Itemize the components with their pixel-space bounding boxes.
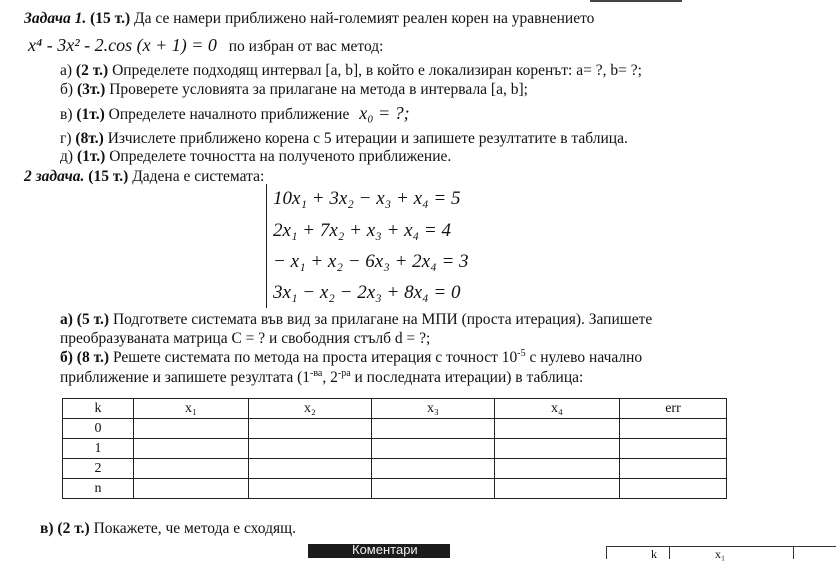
cell <box>134 459 249 479</box>
header-k: k <box>63 399 134 419</box>
cell <box>249 459 372 479</box>
task1-item-e <box>60 148 451 166</box>
task2-part-c <box>40 520 296 538</box>
task1-text: Да се намери приближено най-големият реален корен на уравнението <box>134 10 595 27</box>
part-b-line2-a: приближение и запишете резултата (1 <box>60 369 310 386</box>
part-b-points: б) (8 т.) <box>60 349 110 366</box>
row-k: 1 <box>63 439 134 459</box>
part-b-text: Решете системата по метода на проста итерация с точност 10 <box>112 349 518 366</box>
task1-method-note: по избран от вас метод: <box>228 38 384 55</box>
cell <box>495 439 620 459</box>
header-x3: x₃ <box>372 399 495 419</box>
part-a-text: Подгответе системата във вид за прилагане на МПИ (проста итерация). Запишете <box>112 311 653 328</box>
item-text: Определете точността на полученото приближение. <box>109 148 452 165</box>
task2-part-b-line2 <box>60 369 583 387</box>
task2-text: Дадена е системата: <box>132 168 265 185</box>
item-text: Проверете условията за прилагане на метода в интервала [a, b]; <box>109 81 528 98</box>
item-text: Изчислете приближено корена с 5 итерации и запишете резултатите в таблица. <box>107 130 628 147</box>
item-letter: д) <box>60 148 74 165</box>
part-b-sup1: -ва <box>310 367 323 379</box>
task1-equation: x⁴ - 3x² - 2.cos (x + 1) = 0 <box>28 35 217 55</box>
mini-divider <box>669 547 670 559</box>
comments-label: Коментари <box>352 542 418 557</box>
task1-equation-line <box>28 36 384 56</box>
cell <box>372 479 495 499</box>
cell <box>372 439 495 459</box>
table-row <box>63 479 727 499</box>
task1-header <box>24 10 594 28</box>
task1-item-d <box>60 130 628 148</box>
equation-system <box>266 184 507 308</box>
cell <box>620 479 727 499</box>
cell <box>620 419 727 439</box>
task2-header <box>24 168 264 186</box>
item-formula: x₀ = ?; <box>359 103 410 123</box>
header-err: err <box>620 399 727 419</box>
table-row <box>63 419 727 439</box>
item-text: Определете подходящ интервал [a, b], в който е локализиран коренът: a= ?, b= ?; <box>112 62 642 79</box>
item-letter: а) <box>60 62 73 79</box>
cell <box>620 459 727 479</box>
system-equation-4: 3x₁ − x₂ − 2x₃ + 8x₄ = 0 <box>273 282 461 303</box>
cell <box>249 419 372 439</box>
part-c-points: в) (2 т.) <box>40 520 90 537</box>
system-equation-2: 2x₁ + 7x₂ + x₃ + x₄ = 4 <box>273 220 451 241</box>
item-points: (3т.) <box>76 81 106 98</box>
cell <box>134 419 249 439</box>
task1-item-c <box>60 104 410 124</box>
item-letter: б) <box>60 81 74 98</box>
part-b-sup2: -ра <box>337 367 351 379</box>
part-c-text: Покажете, че метода е сходящ. <box>93 520 296 537</box>
header-x1: x₁ <box>134 399 249 419</box>
item-points: (1т.) <box>76 106 105 123</box>
comments-button[interactable] <box>308 544 450 558</box>
row-k: 2 <box>63 459 134 479</box>
task1-points: (15 т.) <box>90 10 131 27</box>
cell <box>249 479 372 499</box>
part-b-line2-b: , 2 <box>322 369 338 386</box>
header-x4: x₄ <box>495 399 620 419</box>
header-x2: x₂ <box>249 399 372 419</box>
row-k: 0 <box>63 419 134 439</box>
cell <box>134 479 249 499</box>
precision-exponent: -5 <box>517 347 526 359</box>
item-text: Определете началното приближение <box>108 106 350 123</box>
part-b-text-end: с нулево начално <box>525 349 643 366</box>
iteration-table <box>62 398 727 499</box>
part-b-line2-c: и последната итерации) в таблица: <box>350 369 584 386</box>
task2-title: 2 задача. <box>24 168 85 185</box>
mini-divider <box>793 547 794 559</box>
task1-item-b <box>60 81 528 99</box>
row-k: n <box>63 479 134 499</box>
top-rule <box>590 0 682 2</box>
item-points: (1т.) <box>76 148 106 165</box>
mini-table-preview <box>606 546 836 559</box>
part-a-points: а) (5 т.) <box>60 311 110 328</box>
cell <box>495 479 620 499</box>
cell <box>249 439 372 459</box>
task1-title: Задача 1. <box>24 10 87 27</box>
cell <box>134 439 249 459</box>
table-row <box>63 439 727 459</box>
mini-header-x1: x₁ <box>715 547 726 561</box>
cell <box>372 419 495 439</box>
cell <box>495 419 620 439</box>
item-points: (8т.) <box>75 130 104 147</box>
item-letter: г) <box>60 130 72 147</box>
table-header-row <box>63 399 727 419</box>
cell <box>372 459 495 479</box>
item-letter: в) <box>60 106 73 123</box>
task2-part-b-line1 <box>60 349 642 367</box>
table-row <box>63 459 727 479</box>
cell <box>495 459 620 479</box>
system-equation-1: 10x₁ + 3x₂ − x₃ + x₄ = 5 <box>273 188 461 209</box>
task2-points: (15 т.) <box>88 168 129 185</box>
task1-item-a <box>60 62 642 80</box>
task2-part-a-line1 <box>60 311 652 329</box>
item-points: (2 т.) <box>75 62 109 79</box>
mini-header-k: k <box>651 547 657 561</box>
task2-part-a-line2: преобразуваната матрица C = ? и свободния стълб d = ?; <box>60 330 431 347</box>
system-equation-3: − x₁ + x₂ − 6x₃ + 2x₄ = 3 <box>273 251 469 272</box>
cell <box>620 439 727 459</box>
